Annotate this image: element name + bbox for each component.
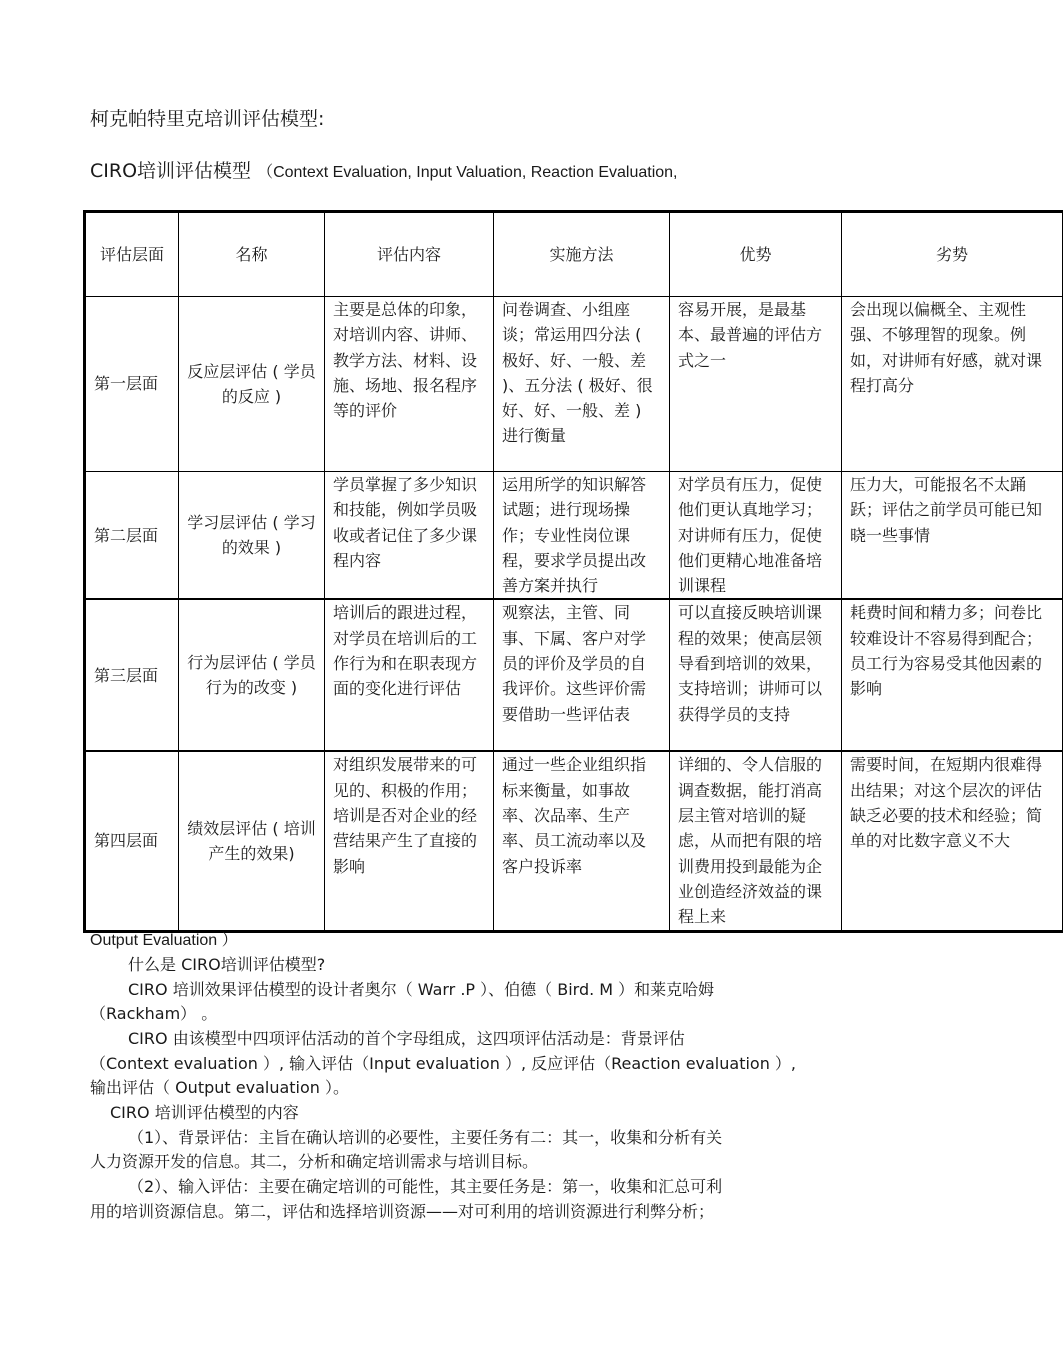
header-cell: 劣势 [842,212,1063,297]
ciro-content-heading: CIRO 培训评估模型的内容 [110,1103,299,1122]
content-cell: 学员掌握了多少知识和技能，例如学员吸收或者记住了多少课程内容 [325,472,494,600]
advantage-cell: 容易开展，是最基本、最普遍的评估方式之一 [670,297,842,472]
header-cell: 优势 [670,212,842,297]
content-cell: 培训后的跟进过程，对学员在培训后的工作行为和在职表现方面的变化进行评估 [325,599,494,751]
header-cell: 名称 [179,212,325,297]
name-cell: 绩效层评估 ( 培训产生的效果) [179,751,325,931]
content-cell: 主要是总体的印象，对培训内容、讲师、教学方法、材料、设施、场地、报名程序等的评价 [325,297,494,472]
ciro-acronym-line: CIRO 由该模型中四项评估活动的首个字母组成，这四项评估活动是：背景评估 [128,1029,685,1048]
advantage-cell: 详细的、令人信服的调查数据，能打消高层主管对培训的疑虑，从而把有限的培训费用投到最能为企业创造经济效益的课程上来 [670,751,842,931]
advantage-cell: 可以直接反映培训课程的效果；使高层领导看到培训的效果，支持培训；讲师可以获得学员的支持 [670,599,842,751]
ciro-activities-line-2: 输出评估（ Output evaluation ）。 [90,1078,349,1097]
content-cell: 对组织发展带来的可见的、积极的作用；培训是否对企业的经营结果产生了直接的影响 [325,751,494,931]
method-cell: 观察法，主管、同事、下属、客户对学员的评价及学员的自我评价。这些评价需要借助一些评估表 [494,599,670,751]
evaluation-table [83,210,1063,933]
disadvantage-cell: 需要时间，在短期内很难得出结果；对这个层次的评估缺乏必要的技术和经验；简单的对比数字意义不大 [842,751,1063,931]
evaluation-table-container [83,210,1043,927]
ciro-heading-en: （Context Evaluation, Input Valuation, Reaction Evaluation, [257,164,678,181]
name-cell: 行为层评估 ( 学员行为的改变 ) [179,599,325,751]
method-cell: 通过一些企业组织指标来衡量，如事故率、次品率、生产率、员工流动率以及客户投诉率 [494,751,670,931]
table-row [85,751,1063,931]
context-evaluation-line-2: 人力资源开发的信息。其二，分析和确定培训需求与培训目标。 [90,1152,539,1171]
level-cell: 第二层面 [85,472,179,600]
ciro-question: 什么是 CIRO培训评估模型? [128,955,326,974]
output-evaluation-line: Output Evaluation ） [90,932,238,949]
header-cell: 评估层面 [85,212,179,297]
input-evaluation-line: （2）、输入评估：主要在确定培训的可能性，其主要任务是：第一，收集和汇总可利 [128,1177,723,1196]
advantage-cell: 对学员有压力，促使他们更认真地学习；对讲师有压力，促使他们更精心地准备培训课程 [670,472,842,600]
level-cell: 第一层面 [85,297,179,472]
header-cell: 实施方法 [494,212,670,297]
name-cell: 学习层评估 ( 学习的效果 ) [179,472,325,600]
ciro-designers-line: CIRO 培训效果评估模型的设计者奥尔（ Warr .P ）、伯德（ Bird. M ）和莱克哈姆 [128,980,715,999]
table-row [85,599,1063,751]
input-evaluation-line-2: 用的培训资源信息。第二，评估和选择培训资源——对可利用的培训资源进行利弊分析； [90,1202,715,1221]
method-cell: 问卷调查、小组座谈；常运用四分法 ( 极好、好、一般、差 )、五分法 ( 极好、很好、好、一般、差 ) 进行衡量 [494,297,670,472]
disadvantage-cell: 压力大，可能报名不太踊跃；评估之前学员可能已知晓一些事情 [842,472,1063,600]
ciro-designers-line-2: （Rackham） 。 [90,1004,218,1023]
table-row [85,297,1063,472]
kirkpatrick-heading: 柯克帕特里克培训评估模型: [90,108,325,130]
disadvantage-cell: 会出现以偏概全、主观性强、不够理智的现象。例如，对讲师有好感，就对课程打高分 [842,297,1063,472]
table-row [85,472,1063,600]
level-cell: 第四层面 [85,751,179,931]
ciro-heading [90,156,678,183]
ciro-heading-cn: CIRO培训评估模型 [90,160,252,182]
method-cell: 运用所学的知识解答试题；进行现场操作；专业性岗位课程，要求学员提出改善方案并执行 [494,472,670,600]
table-header-row [85,212,1063,297]
disadvantage-cell: 耗费时间和精力多；问卷比较难设计不容易得到配合；员工行为容易受其他因素的影响 [842,599,1063,751]
ciro-activities-line: （Context evaluation ）, 输入评估（Input evaluation ）, 反应评估（Reaction evaluation ）, [90,1054,797,1073]
name-cell: 反应层评估 ( 学员的反应 ) [179,297,325,472]
header-cell: 评估内容 [325,212,494,297]
context-evaluation-line: （1）、背景评估：主旨在确认培训的必要性，主要任务有二：其一，收集和分析有关 [128,1128,723,1147]
level-cell: 第三层面 [85,599,179,751]
